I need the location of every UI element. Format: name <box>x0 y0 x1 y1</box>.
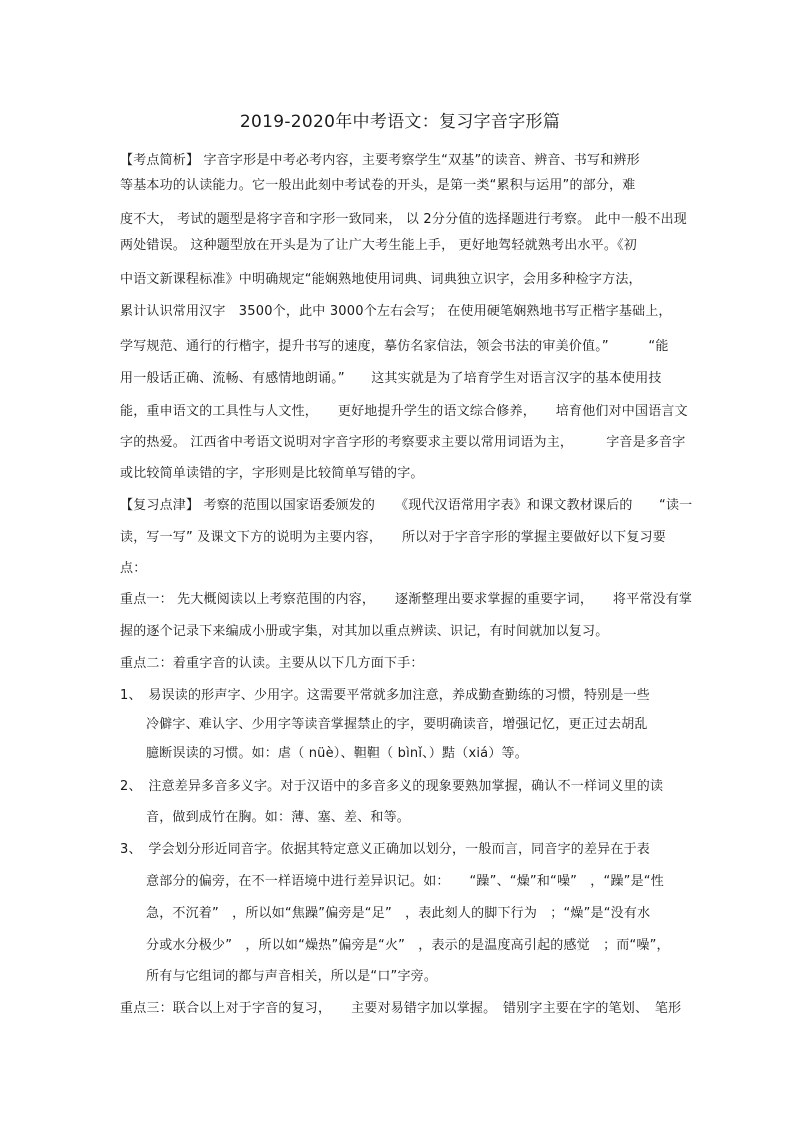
paragraph-line: 度不大， 考试的题型是将字音和字形一致同来， 以 2分分值的选择题进行考察。 此中一般不出现 <box>120 212 688 227</box>
paragraph-line: 学写规范、通行的行楷字，提升书写的速度，摹仿名家信法，领会书法的审美价值。” “能 <box>120 339 669 354</box>
paragraph-line: 或比较简单读错的字，字形则是比较简单写错的字。 <box>120 466 424 481</box>
paragraph-line: 字的热爱。 江西省中考语文说明对字音字形的考察要求主要以常用词语为主， 字音是多音字 <box>120 435 686 450</box>
list-item-line: 冷僻字、难认字、少用字等读音掌握禁止的字，要明确读音，增强记忆，更正过去胡乱 <box>146 717 648 732</box>
list-item-line: 臆断误读的习惯。如：虐（ nüè）、靼靼（ bìnǐ、）黠（xiá）等。 <box>146 746 528 761</box>
list-item-line: 音，做到成竹在胸。如：薄、塞、差、和等。 <box>146 810 411 825</box>
paragraph-line: 两处错误。 这种题型放在开头是为了让广大考生能上手， 更好地驾轻就熟考出水平。《初 <box>120 238 637 253</box>
key-point-line: 重点一： 先大概阅读以上考察范围的内容， 逐渐整理出要求掌握的重要字词， 将平常没有掌 <box>120 592 693 607</box>
section-heading-line: 【复习点津】 考察的范围以国家语委颁发的 《现代汉语常用字表》和课文教材课后的 “读一 <box>120 498 693 513</box>
paragraph-line: 【考点简析】 字音字形是中考必考内容，主要考察学生“双基”的读音、辨音、书写和辨形 <box>120 153 640 168</box>
paragraph-line: 用一般话正确、流畅、有感情地朗诵。” 这其实就是为了培育学生对语言汉字的基本使用技 <box>120 371 662 386</box>
document-title: 2019-2020年中考语文：复习字音字形篇 <box>239 112 561 132</box>
list-item-line: 所有与它组词的都与声音相关，所以是“口”字旁。 <box>146 969 438 984</box>
list-item-line: 1、 易误读的形声字、少用字。这需要平常就多加注意，养成勤查勤练的习惯，特别是一些 <box>120 688 650 703</box>
paragraph-line: 累计认识常用汉字 3500个，此中 3000个左右会写； 在使用硬笔娴熟地书写正楷字基础上， <box>120 304 672 319</box>
key-point-line: 重点三：联合以上对于字音的复习， 主要对易错字加以掌握。 错别字主要在字的笔划、 笔形 <box>120 1001 682 1016</box>
list-item-line: 2、 注意差异多音多义字。对于汉语中的多音多义的现象要熟加掌握，确认不一样词义里的读 <box>120 779 664 794</box>
paragraph-line: 等基本功的认读能力。它一般出此刻中考试卷的开头，是第一类“累积与运用”的部分，难 <box>120 178 636 193</box>
paragraph-line: 能，重申语文的工具性与人文性， 更好地提升学生的语文综合修养， 培育他们对中国语言文 <box>120 404 688 419</box>
list-item-line: 急，不沉着” ，所以如“焦躁”偏旁是“足” ，表此刻人的脚下行为 ；“燥”是“没有水 <box>146 906 651 921</box>
paragraph-line: 点： <box>120 561 147 576</box>
paragraph-line: 中语文新课程标准》中明确规定“能娴熟地使用词典、词典独立识字，会用多种检字方法， <box>120 272 642 287</box>
paragraph-line: 读，写一写” 及课文下方的说明为主要内容， 所以对于字音字形的掌握主要做好以下复习要 <box>120 530 666 545</box>
list-item-line: 3、 学会划分形近同音字。依据其特定意义正确加以划分，一般而言，同音字的差异在于表 <box>120 842 650 857</box>
paragraph-line: 握的逐个记录下来编成小册或字集，对其加以重点辨读、识记，有时间就加以复习。 <box>120 624 609 639</box>
key-point-line: 重点二：着重字音的认读。主要从以下几方面下手： <box>120 656 424 671</box>
list-item-line: 分或水分极少” ，所以如“燥热”偏旁是“火” ，表示的是温度高引起的感觉 ；而“噪”， <box>146 938 670 953</box>
list-item-line: 意部分的偏旁，在不一样语境中进行差异识记。如： “躁”、“燥”和“噪” ，“躁”是“性 <box>146 874 664 889</box>
